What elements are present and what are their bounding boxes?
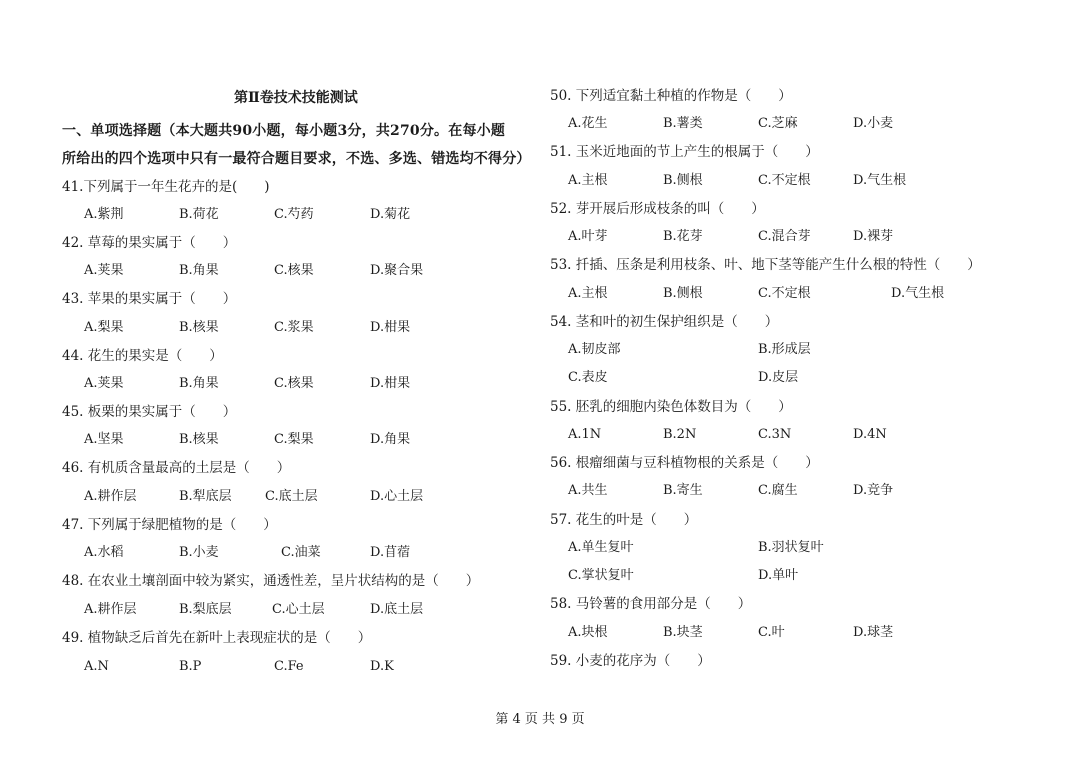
option-b: B.角果: [179, 263, 219, 278]
question-stem: 54. 茎和叶的初生保护组织是（ ）: [550, 314, 779, 330]
option-d: D.皮层: [758, 370, 799, 385]
option-b: B.小麦: [179, 545, 219, 560]
option-c: C.腐生: [758, 483, 798, 498]
option-d: D.小麦: [853, 116, 894, 131]
question-stem: 56. 根瘤细菌与豆科植物根的关系是（ ）: [550, 455, 819, 471]
option-d: D.底土层: [370, 602, 424, 617]
question-stem: 47. 下列属于绿肥植物的是（ ）: [62, 517, 277, 533]
page-number: 第 4 页 共 9 页: [495, 712, 585, 727]
option-d: D.4N: [853, 427, 887, 442]
option-d: D.柑果: [370, 320, 411, 335]
question-stem: 59. 小麦的花序为（ ）: [550, 653, 711, 669]
option-c: C.浆果: [274, 320, 314, 335]
option-b: B.犁底层: [179, 489, 232, 504]
option-d: D.竞争: [853, 483, 894, 498]
option-b: B.侧根: [663, 173, 703, 188]
option-c: C.叶: [758, 625, 785, 640]
option-b: B.角果: [179, 376, 219, 391]
option-a: A.梨果: [84, 320, 124, 335]
option-c: C.混合芽: [758, 229, 811, 244]
option-b: B.寄生: [663, 483, 703, 498]
option-b: B.薯类: [663, 116, 703, 131]
question-stem: 58. 马铃薯的食用部分是（ ）: [550, 596, 752, 612]
option-a: A.荚果: [84, 376, 124, 391]
option-b: B.荷花: [179, 207, 219, 222]
option-c: C.3N: [758, 427, 792, 442]
option-b: B.花芽: [663, 229, 703, 244]
option-b: B.P: [179, 659, 202, 674]
question-stem: 46. 有机质含量最高的土层是（ ）: [62, 460, 291, 476]
option-a: A.耕作层: [84, 489, 137, 504]
option-d: D.心土层: [370, 489, 424, 504]
option-a: A.共生: [568, 483, 608, 498]
option-d: D.单叶: [758, 568, 799, 583]
question-stem: 48. 在农业土壤剖面中较为紧实，通透性差，呈片状结构的是（ ）: [62, 573, 480, 589]
option-b: B.块茎: [663, 625, 703, 640]
question-stem: 57. 花生的叶是（ ）: [550, 512, 698, 528]
option-b: B.侧根: [663, 286, 703, 301]
option-c: C.掌状复叶: [568, 568, 634, 583]
option-a: A.N: [84, 659, 109, 674]
option-d: D.K: [370, 659, 394, 674]
option-c: C.心土层: [272, 602, 325, 617]
section-title: 第Ⅱ卷技术技能测试: [234, 90, 358, 106]
question-stem: 45. 板栗的果实属于（ ）: [62, 404, 237, 420]
option-d: D.苜蓿: [370, 545, 411, 560]
option-b: B.羽状复叶: [758, 540, 824, 555]
option-d: D.气生根: [891, 286, 945, 301]
question-stem: 55. 胚乳的细胞内染色体数目为（ ）: [550, 399, 792, 415]
question-stem: 41.下列属于一年生花卉的是( ): [62, 179, 270, 195]
question-stem: 51. 玉米近地面的节上产生的根属于（ ）: [550, 144, 819, 160]
question-stem: 42. 草莓的果实属于（ ）: [62, 235, 237, 251]
option-a: A.坚果: [84, 432, 124, 447]
option-a: A.单生复叶: [568, 540, 634, 555]
option-c: C.不定根: [758, 286, 811, 301]
option-d: D.角果: [370, 432, 411, 447]
option-d: D.裸芽: [853, 229, 894, 244]
option-c: C.表皮: [568, 370, 608, 385]
question-stem: 50. 下列适宜黏土种植的作物是（ ）: [550, 88, 792, 104]
option-c: C.Fe: [274, 659, 304, 674]
option-c: C.梨果: [274, 432, 314, 447]
option-a: A.1N: [568, 427, 602, 442]
question-stem: 44. 花生的果实是（ ）: [62, 348, 223, 364]
option-c: C.底土层: [265, 489, 318, 504]
option-d: D.球茎: [853, 625, 894, 640]
option-a: A.荚果: [84, 263, 124, 278]
option-a: A.耕作层: [84, 602, 137, 617]
option-a: A.紫荆: [84, 207, 124, 222]
option-c: C.核果: [274, 263, 314, 278]
instruction-line-1: 一、单项选择题（本大题共90小题，每小题3分，共270分。在每小题: [62, 123, 506, 139]
option-d: D.聚合果: [370, 263, 424, 278]
instruction-line-2: 所给出的四个选项中只有一最符合题目要求，不选、多选、错选均不得分）: [62, 151, 531, 167]
option-c: C.芍药: [274, 207, 314, 222]
option-b: B.核果: [179, 432, 219, 447]
option-d: D.柑果: [370, 376, 411, 391]
question-stem: 43. 苹果的果实属于（ ）: [62, 291, 237, 307]
option-a: A.水稻: [84, 545, 124, 560]
option-c: C.不定根: [758, 173, 811, 188]
option-c: C.油菜: [281, 545, 321, 560]
question-stem: 53. 扦插、压条是利用枝条、叶、地下茎等能产生什么根的特性（ ）: [550, 257, 981, 273]
option-b: B.形成层: [758, 342, 811, 357]
option-c: C.核果: [274, 376, 314, 391]
option-b: B.梨底层: [179, 602, 232, 617]
question-stem: 52. 芽开展后形成枝条的叫（ ）: [550, 201, 765, 217]
question-stem: 49. 植物缺乏后首先在新叶上表现症状的是（ ）: [62, 630, 372, 646]
option-a: A.花生: [568, 116, 608, 131]
option-b: B.2N: [663, 427, 697, 442]
option-c: C.芝麻: [758, 116, 798, 131]
option-a: A.韧皮部: [568, 342, 621, 357]
option-a: A.叶芽: [568, 229, 608, 244]
option-d: D.菊花: [370, 207, 411, 222]
option-b: B.核果: [179, 320, 219, 335]
option-a: A.块根: [568, 625, 608, 640]
option-a: A.主根: [568, 173, 608, 188]
option-a: A.主根: [568, 286, 608, 301]
option-d: D.气生根: [853, 173, 907, 188]
